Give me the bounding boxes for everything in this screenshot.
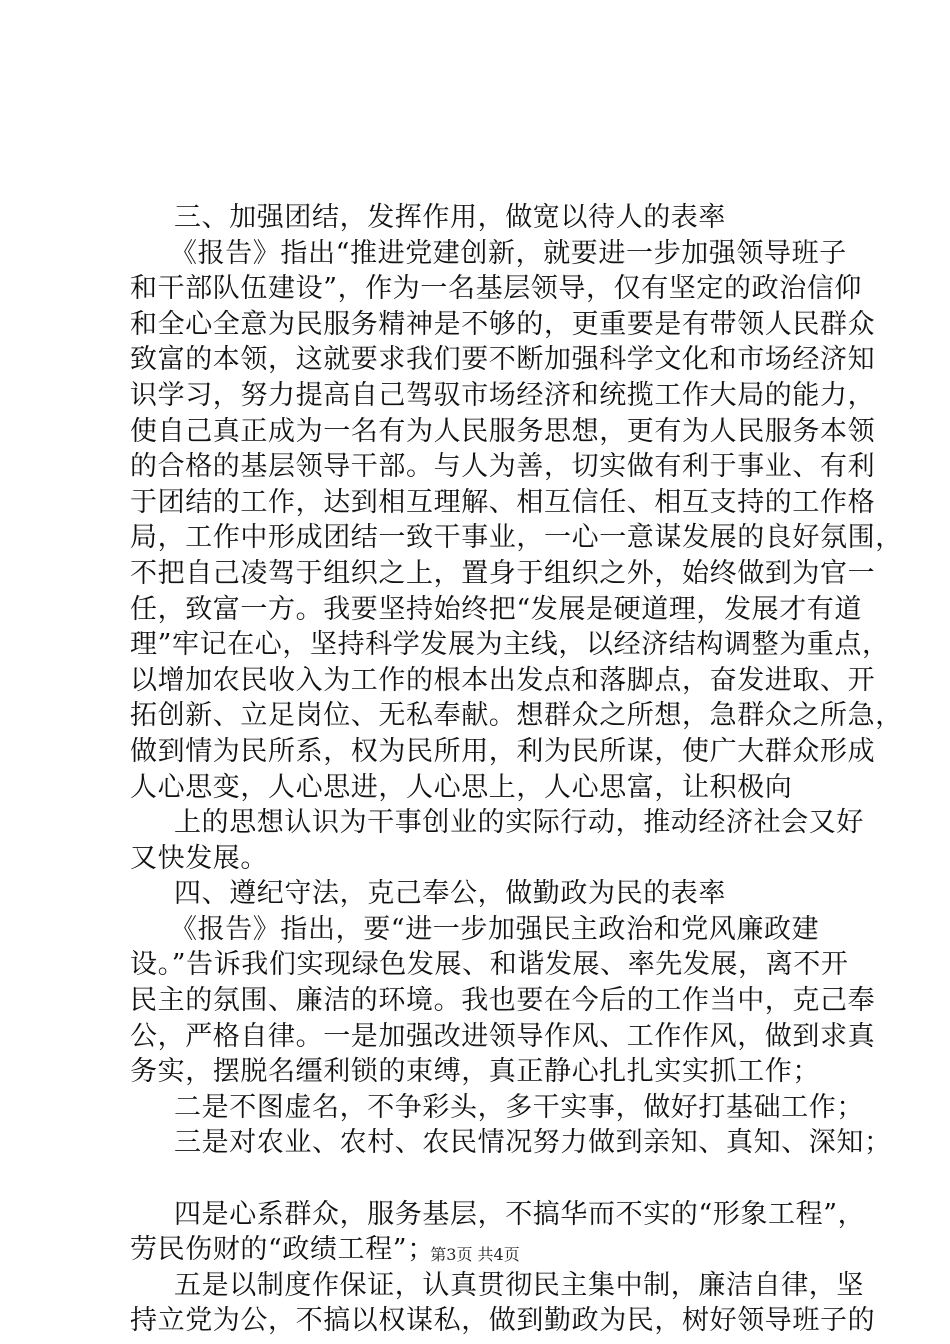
paragraph-line: 理”牢记在心，坚持科学发展为主线，以经济结构调整为重点， [130, 629, 890, 661]
paragraph-line: 于团结的工作，达到相互理解、相互信任、相互支持的工作格 [130, 486, 876, 518]
paragraph-line: 不把自己凌驾于组织之上，置身于组织之外，始终做到为官一 [130, 557, 876, 589]
paragraph-line: 以增加农民收入为工作的根本出发点和落脚点，奋发进取、开 [130, 664, 876, 696]
paragraph-line: 任，致富一方。我要坚持始终把“发展是硬道理，发展才有道 [130, 593, 863, 625]
section-heading-4: 四、遵纪守法，克己奉公，做勤政为民的表率 [174, 878, 726, 910]
paragraph-line: 《报告》指出，要“进一步加强民主政治和党风廉政建 [170, 913, 820, 945]
page-number-footer: 第3页 共4页 [430, 1245, 520, 1264]
paragraph-line: 局，工作中形成团结一致干事业，一心一意谋发展的良好氛围， [130, 522, 903, 554]
paragraph-line: 致富的本领，这就要求我们要不断加强科学文化和市场经济知 [130, 344, 876, 376]
section-heading-3: 三、加强团结，发挥作用，做宽以待人的表率 [174, 202, 726, 233]
paragraph-line: 三是对农业、农村、农民情况努力做到亲知、真知、深知； [174, 1127, 892, 1159]
paragraph-line: 人心思变，人心思进，人心思上，人心思富，让积极向 [130, 771, 793, 803]
paragraph-line: 五是以制度作保证，认真贯彻民主集中制，廉洁自律，坚 [174, 1269, 864, 1301]
paragraph-line: 四是心系群众，服务基层，不搞华而不实的“形象工程”， [174, 1198, 866, 1230]
paragraph-line: 《报告》指出“推进党建创新，就要进一步加强领导班子 [170, 237, 847, 269]
paragraph-line: 务实，摆脱名缰利锁的束缚，真正静心扎扎实实抓工作； [130, 1056, 820, 1088]
paragraph-line: 拓创新、立足岗位、无私奉献。想群众之所想，急群众之所急， [130, 700, 903, 732]
paragraph-line: 上的思想认识为干事创业的实际行动，推动经济社会又好 [174, 807, 864, 839]
paragraph-line: 做到情为民所系，权为民所用，利为民所谋，使广大群众形成 [130, 735, 876, 767]
blank-line [130, 1161, 830, 1197]
paragraph-line: 识学习，努力提高自己驾驭市场经济和统揽工作大局的能力， [130, 379, 876, 411]
paragraph-line: 设。”告诉我们实现绿色发展、和谐发展、率先发展，离不开 [130, 949, 849, 981]
document-body [130, 200, 903, 1339]
paragraph-line: 的合格的基层领导干部。与人为善，切实做有利于事业、有利 [130, 451, 876, 483]
paragraph-line: 和干部队伍建设”，作为一名基层领导，仅有坚定的政治信仰 [130, 273, 863, 305]
paragraph-line: 公，严格自律。一是加强改进领导作风、工作作风，做到求真 [130, 1020, 876, 1052]
paragraph-line: 和全心全意为民服务精神是不够的，更重要是有带领人民群众 [130, 308, 876, 340]
paragraph-line: 民主的氛围、廉洁的环境。我也要在今后的工作当中，克己奉 [130, 985, 876, 1017]
paragraph-line: 又快发展。 [130, 842, 268, 874]
paragraph-line: 使自己真正成为一名有为人民服务思想，更有为人民服务本领 [130, 415, 876, 447]
paragraph-line: 劳民伤财的“政绩工程”； [130, 1234, 435, 1266]
paragraph-line: 持立党为公，不搞以权谋私，做到勤政为民，树好领导班子的 [130, 1305, 876, 1337]
paragraph-line: 二是不图虚名，不争彩头，多干实事，做好打基础工作； [174, 1091, 864, 1123]
